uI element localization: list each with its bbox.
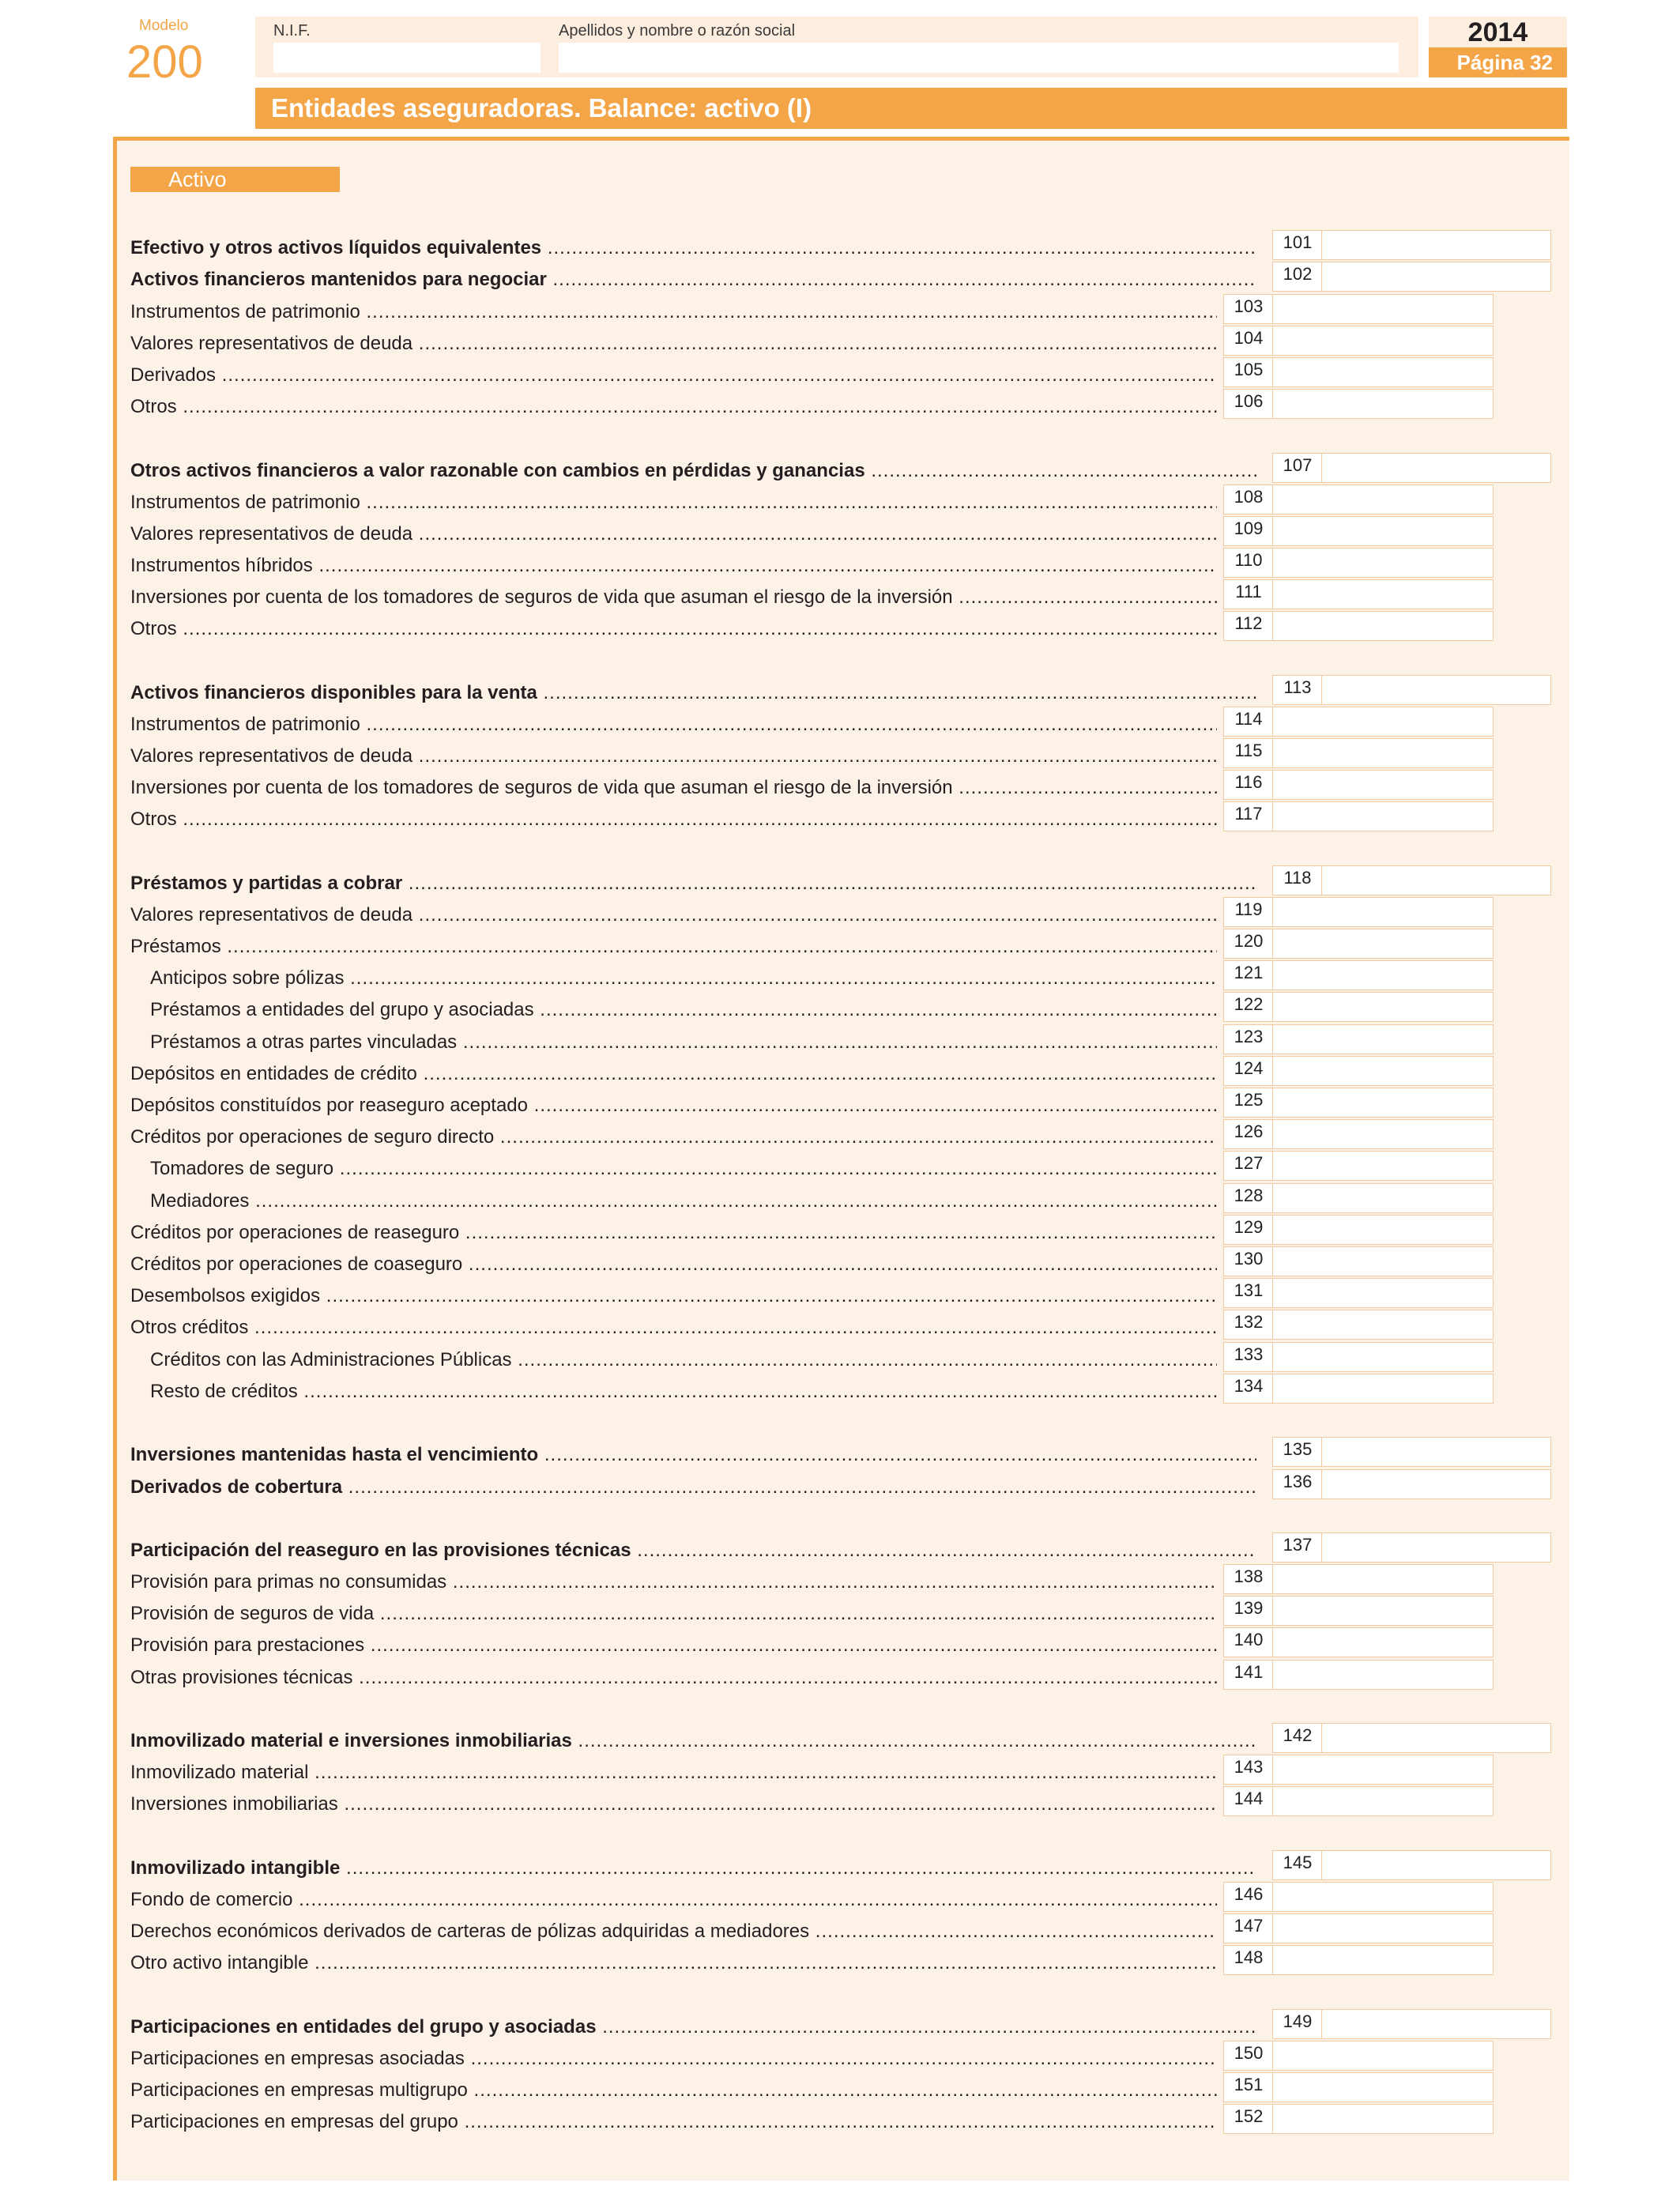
amount-field[interactable] [1321, 1469, 1551, 1499]
balance-row [0, 929, 1680, 960]
box-code: 102 [1272, 262, 1323, 292]
row-label: Provisión para prestaciones ..... [130, 1634, 1217, 1657]
amount-field[interactable] [1272, 1660, 1494, 1690]
box-code: 151 [1223, 2072, 1274, 2102]
balance-row [0, 1532, 1680, 1564]
amount-field[interactable] [1321, 675, 1551, 705]
balance-row [0, 1627, 1680, 1659]
row-label: Instrumentos híbridos ..... [130, 554, 1217, 578]
amount-field[interactable] [1272, 1310, 1494, 1340]
balance-row [0, 1151, 1680, 1182]
amount-field[interactable] [1272, 929, 1494, 959]
row-label: Resto de créditos ..... [150, 1380, 1217, 1404]
row-label: Desembolsos exigidos ..... [130, 1284, 1217, 1308]
box-code: 132 [1223, 1310, 1274, 1340]
box-code: 125 [1223, 1088, 1274, 1118]
amount-field[interactable] [1272, 960, 1494, 990]
box-code: 141 [1223, 1660, 1274, 1690]
amount-field[interactable] [1272, 1882, 1494, 1912]
row-label: Inversiones inmobiliarias ..... [130, 1793, 1217, 1816]
box-code: 123 [1223, 1024, 1274, 1054]
balance-row [0, 262, 1680, 293]
box-code: 121 [1223, 960, 1274, 990]
amount-field[interactable] [1272, 1088, 1494, 1118]
amount-field[interactable] [1272, 1945, 1494, 1975]
box-code: 119 [1223, 897, 1274, 927]
row-label: Préstamos ..... [130, 935, 1217, 959]
row-label: Préstamos a entidades del grupo y asociadas ..... [150, 998, 1217, 1022]
amount-field[interactable] [1321, 1532, 1551, 1563]
row-label: Inversiones mantenidas hasta el vencimiento ..... [130, 1443, 1256, 1467]
amount-field[interactable] [1272, 1215, 1494, 1245]
box-code: 140 [1223, 1627, 1274, 1657]
row-label: Valores representativos de deuda ..... [130, 745, 1217, 768]
balance-row [0, 1913, 1680, 1945]
box-code: 129 [1223, 1215, 1274, 1245]
box-code: 152 [1223, 2104, 1274, 2134]
year-badge: 2014 [1429, 17, 1567, 48]
balance-row [0, 516, 1680, 548]
box-code: 133 [1223, 1342, 1274, 1372]
row-label: Depósitos constituídos por reaseguro aceptado ..... [130, 1094, 1217, 1118]
balance-row [0, 1119, 1680, 1151]
box-code: 115 [1223, 738, 1274, 768]
amount-field[interactable] [1272, 1119, 1494, 1149]
amount-field[interactable] [1272, 2072, 1494, 2102]
amount-field[interactable] [1321, 865, 1551, 895]
row-label: Créditos por operaciones de coaseguro ..... [130, 1253, 1217, 1276]
box-code: 116 [1223, 770, 1274, 800]
amount-field[interactable] [1272, 770, 1494, 800]
row-label: Inmovilizado intangible ..... [130, 1857, 1256, 1880]
box-code: 144 [1223, 1786, 1274, 1816]
row-label: Activos financieros mantenidos para negociar ..... [130, 268, 1256, 292]
row-label: Préstamos a otras partes vinculadas ..... [150, 1031, 1217, 1054]
amount-field[interactable] [1272, 579, 1494, 609]
amount-field[interactable] [1272, 1024, 1494, 1054]
balance-row [0, 770, 1680, 801]
box-code: 150 [1223, 2041, 1274, 2071]
box-code: 136 [1272, 1469, 1323, 1499]
balance-row [0, 453, 1680, 484]
balance-row [0, 865, 1680, 897]
amount-field[interactable] [1272, 801, 1494, 831]
amount-field[interactable] [1272, 897, 1494, 927]
balance-row [0, 1755, 1680, 1786]
amount-field[interactable] [1272, 389, 1494, 419]
amount-field[interactable] [1272, 1596, 1494, 1626]
box-code: 117 [1223, 801, 1274, 831]
row-label: Inversiones por cuenta de los tomadores de seguros de vida que asuman el riesgo de la inversión ..... [130, 776, 1217, 800]
balance-row [0, 294, 1680, 326]
amount-field[interactable] [1272, 548, 1494, 578]
row-label: Derivados ..... [130, 364, 1217, 387]
nombre-label: Apellidos y nombre o razón social [559, 22, 796, 40]
balance-row [0, 1850, 1680, 1882]
balance-row [0, 579, 1680, 611]
amount-field[interactable] [1272, 738, 1494, 768]
row-label: Inversiones por cuenta de los tomadores de seguros de vida que asuman el riesgo de la inversión ..... [130, 586, 1217, 609]
row-label: Provisión para primas no consumidas ..... [130, 1570, 1217, 1594]
row-label: Participaciones en empresas multigrupo ..... [130, 2079, 1217, 2102]
amount-field[interactable] [1272, 357, 1494, 387]
box-code: 109 [1223, 516, 1274, 546]
box-code: 131 [1223, 1278, 1274, 1308]
box-code: 101 [1272, 230, 1323, 260]
row-label: Otros ..... [130, 808, 1217, 831]
row-label: Otros ..... [130, 617, 1217, 641]
amount-field[interactable] [1321, 1723, 1551, 1753]
amount-field[interactable] [1272, 1183, 1494, 1213]
balance-row [0, 1469, 1680, 1501]
balance-row [0, 484, 1680, 516]
balance-row [0, 1374, 1680, 1405]
box-code: 120 [1223, 929, 1274, 959]
box-code: 114 [1223, 707, 1274, 737]
box-code: 127 [1223, 1151, 1274, 1181]
balance-row [0, 2009, 1680, 2041]
box-code: 105 [1223, 357, 1274, 387]
row-label: Créditos con las Administraciones Públicas ..... [150, 1348, 1217, 1372]
balance-row [0, 1024, 1680, 1056]
amount-field[interactable] [1272, 1342, 1494, 1372]
row-label: Efectivo y otros activos líquidos equivalentes ..... [130, 236, 1256, 260]
balance-row [0, 675, 1680, 707]
box-code: 143 [1223, 1755, 1274, 1785]
row-label: Créditos por operaciones de seguro directo ..... [130, 1125, 1217, 1149]
box-code: 130 [1223, 1246, 1274, 1276]
row-label: Créditos por operaciones de reaseguro ..... [130, 1221, 1217, 1245]
balance-row [0, 1278, 1680, 1310]
row-label: Participaciones en entidades del grupo y asociadas ..... [130, 2015, 1256, 2039]
amount-field[interactable] [1272, 1151, 1494, 1181]
balance-row [0, 1882, 1680, 1913]
balance-row [0, 1660, 1680, 1691]
amount-field[interactable] [1272, 1755, 1494, 1785]
row-label: Mediadores ..... [150, 1189, 1217, 1213]
balance-row [0, 1183, 1680, 1215]
balance-row [0, 389, 1680, 420]
box-code: 137 [1272, 1532, 1323, 1563]
row-label: Instrumentos de patrimonio ..... [130, 713, 1217, 737]
amount-field[interactable] [1272, 2104, 1494, 2134]
row-label: Instrumentos de patrimonio ..... [130, 300, 1217, 324]
amount-field[interactable] [1272, 1278, 1494, 1308]
balance-row [0, 1564, 1680, 1596]
balance-row [0, 1056, 1680, 1088]
box-code: 107 [1272, 453, 1323, 483]
row-label: Otros créditos ..... [130, 1316, 1217, 1340]
nif-label: N.I.F. [273, 22, 311, 40]
balance-row [0, 611, 1680, 643]
row-label: Tomadores de seguro ..... [150, 1157, 1217, 1181]
amount-field[interactable] [1272, 294, 1494, 324]
box-code: 118 [1272, 865, 1323, 895]
balance-row [0, 1310, 1680, 1341]
row-label: Fondo de comercio ..... [130, 1888, 1217, 1912]
row-label: Inmovilizado material e inversiones inmobiliarias ..... [130, 1729, 1256, 1753]
balance-row [0, 357, 1680, 389]
box-code: 113 [1272, 675, 1323, 705]
row-label: Otras provisiones técnicas ..... [130, 1666, 1217, 1690]
balance-row [0, 1596, 1680, 1627]
balance-row [0, 230, 1680, 262]
row-label: Participaciones en empresas asociadas ..... [130, 2047, 1217, 2071]
amount-field[interactable] [1272, 516, 1494, 546]
balance-row [0, 1723, 1680, 1755]
box-code: 145 [1272, 1850, 1323, 1880]
page-title: Entidades aseguradoras. Balance: activo (I) [255, 88, 1567, 129]
row-label: Instrumentos de patrimonio ..... [130, 491, 1217, 515]
box-code: 124 [1223, 1056, 1274, 1086]
box-code: 135 [1272, 1437, 1323, 1467]
amount-field[interactable] [1272, 1627, 1494, 1657]
balance-row [0, 2072, 1680, 2104]
row-label: Otro activo intangible ..... [130, 1951, 1217, 1975]
balance-row [0, 1246, 1680, 1278]
box-code: 138 [1223, 1564, 1274, 1594]
box-code: 147 [1223, 1913, 1274, 1943]
amount-field[interactable] [1272, 326, 1494, 356]
row-label: Participaciones en empresas del grupo ..... [130, 2110, 1217, 2134]
box-code: 134 [1223, 1374, 1274, 1404]
balance-row [0, 1088, 1680, 1119]
row-label: Derechos económicos derivados de carteras de pólizas adquiridas a mediadores ..... [130, 1920, 1217, 1943]
box-code: 111 [1223, 579, 1274, 609]
row-label: Otros activos financieros a valor razonable con cambios en pérdidas y ganancias ..... [130, 459, 1256, 483]
box-code: 126 [1223, 1119, 1274, 1149]
balance-row [0, 960, 1680, 992]
box-code: 108 [1223, 484, 1274, 515]
amount-field[interactable] [1321, 453, 1551, 483]
row-label: Valores representativos de deuda ..... [130, 332, 1217, 356]
amount-field[interactable] [1272, 992, 1494, 1022]
balance-row [0, 738, 1680, 770]
amount-field[interactable] [1272, 1056, 1494, 1086]
box-code: 104 [1223, 326, 1274, 356]
balance-row [0, 897, 1680, 929]
modelo-number: 200 [126, 36, 203, 88]
box-code: 128 [1223, 1183, 1274, 1213]
amount-field[interactable] [1272, 1564, 1494, 1594]
box-code: 112 [1223, 611, 1274, 641]
page-badge: Página 32 [1429, 47, 1567, 77]
balance-row [0, 992, 1680, 1023]
balance-row [0, 707, 1680, 738]
amount-field[interactable] [1272, 1786, 1494, 1816]
balance-row [0, 1786, 1680, 1818]
balance-row [0, 548, 1680, 579]
row-label: Activos financieros disponibles para la venta ..... [130, 681, 1256, 705]
box-code: 103 [1223, 294, 1274, 324]
balance-row [0, 2104, 1680, 2136]
amount-field[interactable] [1272, 1374, 1494, 1404]
box-code: 148 [1223, 1945, 1274, 1975]
balance-row [0, 1437, 1680, 1468]
row-label: Depósitos en entidades de crédito ..... [130, 1062, 1217, 1086]
modelo-label: Modelo [139, 17, 189, 34]
box-code: 122 [1223, 992, 1274, 1022]
row-label: Derivados de cobertura ..... [130, 1476, 1256, 1499]
amount-field[interactable] [1321, 230, 1551, 260]
amount-field[interactable] [1272, 707, 1494, 737]
amount-field[interactable] [1272, 611, 1494, 641]
row-label: Otros ..... [130, 395, 1217, 419]
amount-field[interactable] [1321, 2009, 1551, 2039]
balance-row [0, 801, 1680, 833]
row-label: Valores representativos de deuda ..... [130, 522, 1217, 546]
amount-field[interactable] [1272, 1246, 1494, 1276]
row-label: Inmovilizado material ..... [130, 1761, 1217, 1785]
row-label: Valores representativos de deuda ..... [130, 903, 1217, 927]
amount-field[interactable] [1272, 484, 1494, 515]
amount-field[interactable] [1272, 2041, 1494, 2071]
balance-row [0, 326, 1680, 357]
balance-row [0, 2041, 1680, 2072]
section-tab: Activo [130, 167, 340, 192]
balance-row [0, 1342, 1680, 1374]
row-label: Participación del reaseguro en las provisiones técnicas ..... [130, 1539, 1256, 1563]
box-code: 142 [1272, 1723, 1323, 1753]
amount-field[interactable] [1321, 1437, 1551, 1467]
box-code: 106 [1223, 389, 1274, 419]
amount-field[interactable] [1321, 1850, 1551, 1880]
row-label: Préstamos y partidas a cobrar ..... [130, 872, 1256, 895]
amount-field[interactable] [1272, 1913, 1494, 1943]
box-code: 146 [1223, 1882, 1274, 1912]
balance-row [0, 1215, 1680, 1246]
row-label: Anticipos sobre pólizas ..... [150, 967, 1217, 990]
balance-row [0, 1945, 1680, 1977]
box-code: 139 [1223, 1596, 1274, 1626]
box-code: 149 [1272, 2009, 1323, 2039]
row-label: Provisión de seguros de vida ..... [130, 1602, 1217, 1626]
box-code: 110 [1223, 548, 1274, 578]
amount-field[interactable] [1321, 262, 1551, 292]
